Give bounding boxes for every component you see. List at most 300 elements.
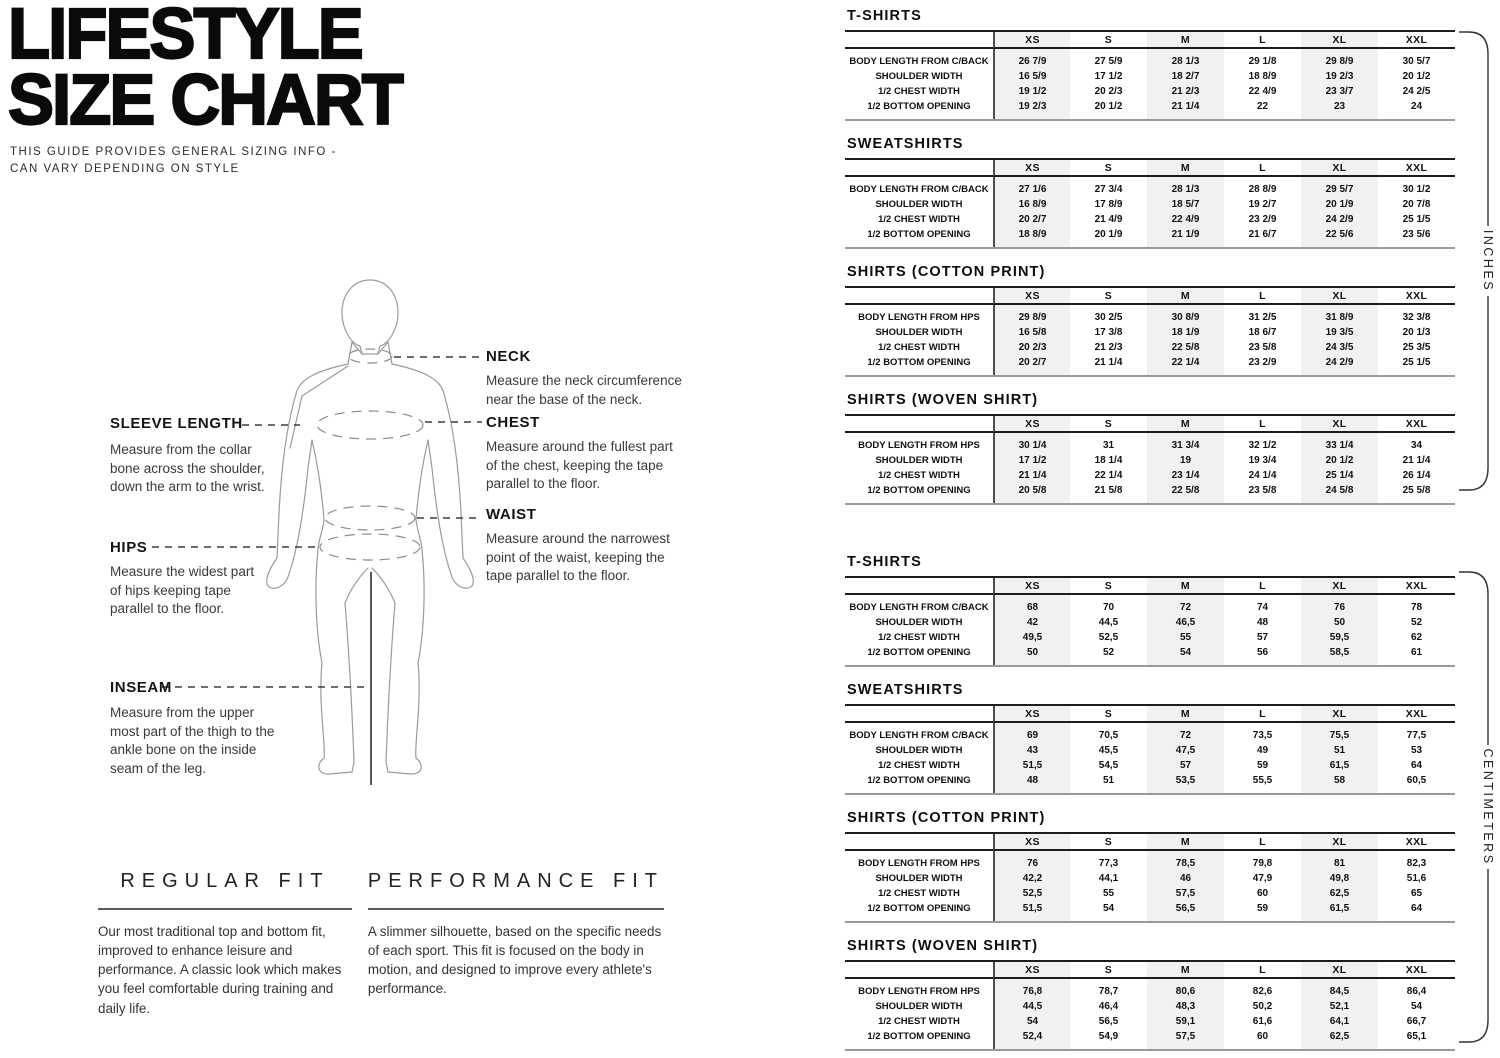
size-value: 25 5/8 [1402, 485, 1431, 496]
size-value: 23 1/4 [1147, 468, 1224, 483]
measurement-desc-sleeve: Measure from the collar bone across the shoulder, down the arm to the wrist. [110, 442, 265, 495]
page-subtitle [10, 144, 337, 179]
size-value: 30 1/4 [993, 433, 1070, 453]
size-value: 23 5/6 [1402, 229, 1431, 240]
head-outline [342, 280, 398, 354]
row-label: SHOULDER WIDTH [875, 617, 963, 628]
size-value: 19 3/5 [1301, 325, 1378, 340]
waist-ellipse [325, 506, 415, 530]
size-value: 58 [1301, 773, 1378, 793]
size-value: 42,2 [993, 871, 1070, 886]
performance-fit-divider [368, 908, 664, 910]
size-col-header: XS [993, 416, 1070, 433]
size-value: 20 2/3 [1094, 86, 1123, 97]
size-value: 22 [1256, 101, 1269, 112]
size-col-header: XS [993, 160, 1070, 177]
size-table [845, 960, 1455, 1051]
size-value: 43 [993, 743, 1070, 758]
performance-fit-block [368, 870, 664, 1018]
size-value: 24 2/9 [1301, 355, 1378, 375]
size-col-header: L [1224, 160, 1301, 177]
measurement-label-sleeve: SLEEVE LENGTH [110, 415, 243, 432]
row-label: SHOULDER WIDTH [875, 745, 963, 756]
row-label: BODY LENGTH FROM HPS [858, 858, 980, 869]
size-value: 57,5 [1147, 1029, 1224, 1049]
size-col-header: L [1224, 578, 1301, 595]
size-value: 45,5 [1098, 745, 1119, 756]
size-value: 21 4/9 [1094, 214, 1123, 225]
regular-fit-block [98, 870, 352, 1018]
size-value: 28 1/3 [1147, 49, 1224, 69]
size-value: 18 5/7 [1147, 197, 1224, 212]
size-value: 18 8/9 [1248, 71, 1277, 82]
size-value: 57 [1147, 758, 1224, 773]
size-value: 49,8 [1301, 871, 1378, 886]
size-value: 23 3/7 [1301, 84, 1378, 99]
size-value: 65,1 [1406, 1031, 1427, 1042]
size-col-header: L [1224, 834, 1301, 851]
inches-unit-label: INCHES [1481, 229, 1495, 293]
size-value: 31 [1102, 440, 1115, 451]
row-label: 1/2 BOTTOM OPENING [867, 647, 971, 658]
size-value: 24 2/5 [1402, 86, 1431, 97]
size-value: 26 1/4 [1402, 470, 1431, 481]
size-value: 20 1/3 [1402, 327, 1431, 338]
size-value: 26 7/9 [993, 49, 1070, 69]
size-value: 16 8/9 [993, 197, 1070, 212]
size-value: 21 1/9 [1147, 227, 1224, 247]
row-label: 1/2 BOTTOM OPENING [867, 101, 971, 112]
size-value: 64,1 [1301, 1014, 1378, 1029]
size-value: 21 2/3 [1147, 84, 1224, 99]
row-label: BODY LENGTH FROM HPS [858, 440, 980, 451]
size-value: 61,6 [1252, 1016, 1273, 1027]
size-col-header: XXL [1378, 416, 1455, 433]
size-value: 52,1 [1301, 999, 1378, 1014]
size-value: 60,5 [1406, 775, 1427, 786]
size-col-header: S [1070, 834, 1147, 851]
size-value: 19 2/7 [1248, 199, 1277, 210]
size-col-header: L [1224, 288, 1301, 305]
size-col-header: XL [1301, 578, 1378, 595]
row-label: 1/2 CHEST WIDTH [878, 214, 960, 225]
size-value: 84,5 [1301, 979, 1378, 999]
size-value: 60 [1256, 888, 1269, 899]
size-value: 47,9 [1252, 873, 1273, 884]
size-value: 17 1/2 [1094, 71, 1123, 82]
row-label: BODY LENGTH FROM HPS [858, 986, 980, 997]
size-value: 20 5/8 [993, 483, 1070, 503]
size-col-header: XS [993, 706, 1070, 723]
size-table [845, 414, 1455, 505]
size-col-header: XL [1301, 706, 1378, 723]
size-value: 20 1/2 [1402, 71, 1431, 82]
size-value: 51 [1102, 775, 1115, 786]
size-value: 29 8/9 [993, 305, 1070, 325]
size-value: 52 [1102, 647, 1115, 658]
size-value: 57 [1256, 632, 1269, 643]
row-label: 1/2 CHEST WIDTH [878, 342, 960, 353]
size-value: 20 1/9 [1094, 229, 1123, 240]
size-col-header: L [1224, 962, 1301, 979]
size-value: 20 2/3 [993, 340, 1070, 355]
size-value: 54 [1102, 903, 1115, 914]
size-table [845, 832, 1455, 923]
size-value: 76,8 [993, 979, 1070, 999]
size-value: 86,4 [1406, 986, 1427, 997]
size-value: 61,5 [1301, 901, 1378, 921]
size-col-header: S [1070, 32, 1147, 49]
size-value: 61,5 [1301, 758, 1378, 773]
table-corner [845, 706, 993, 723]
size-col-header: M [1147, 32, 1224, 49]
measurement-label-neck: NECK [486, 348, 531, 365]
size-value: 57,5 [1147, 886, 1224, 901]
size-value: 44,1 [1098, 873, 1119, 884]
size-value: 55 [1102, 888, 1115, 899]
size-value: 21 1/4 [993, 468, 1070, 483]
size-col-header: XS [993, 578, 1070, 595]
row-label: 1/2 CHEST WIDTH [878, 888, 960, 899]
hips-ellipse [320, 534, 420, 560]
size-value: 24 2/9 [1301, 212, 1378, 227]
table-title: SWEATSHIRTS [847, 682, 964, 698]
performance-fit-heading: PERFORMANCE FIT [367, 870, 664, 892]
row-label: 1/2 BOTTOM OPENING [867, 357, 971, 368]
size-col-header: XL [1301, 288, 1378, 305]
size-col-header: XL [1301, 834, 1378, 851]
size-value: 21 1/4 [1094, 357, 1123, 368]
size-value: 51 [1301, 743, 1378, 758]
size-col-header: M [1147, 416, 1224, 433]
performance-fit-desc: A slimmer silhouette, based on the specific needs of each sport. This fit is focused on the body in motion, and designed to improve every athlete's performance. [367, 924, 662, 997]
row-label: 1/2 BOTTOM OPENING [867, 229, 971, 240]
size-value: 30 8/9 [1147, 305, 1224, 325]
table-corner [845, 578, 993, 595]
size-value: 23 [1301, 99, 1378, 119]
size-value: 21 6/7 [1248, 229, 1277, 240]
size-col-header: XXL [1378, 706, 1455, 723]
size-value: 70 [1102, 602, 1115, 613]
size-value: 56,5 [1098, 1016, 1119, 1027]
size-value: 23 2/9 [1248, 357, 1277, 368]
measurement-desc-inseam: Measure from the upper most part of the thigh to the ankle bone on the inside seam of the leg. [110, 705, 275, 776]
size-value: 19 1/2 [993, 84, 1070, 99]
size-table [845, 30, 1455, 121]
size-value: 30 2/5 [1094, 312, 1123, 323]
size-value: 46 [1147, 871, 1224, 886]
size-table [845, 704, 1455, 795]
size-value: 22 4/9 [1248, 86, 1277, 97]
page-subtitle-line1: THIS GUIDE PROVIDES GENERAL SIZING INFO - [10, 146, 337, 158]
size-col-header: XL [1301, 160, 1378, 177]
size-value: 78 [1410, 602, 1423, 613]
size-value: 17 1/2 [993, 453, 1070, 468]
regular-fit-divider [98, 908, 352, 910]
row-label: BODY LENGTH FROM HPS [858, 312, 980, 323]
size-value: 48 [1256, 617, 1269, 628]
size-value: 64 [1410, 760, 1423, 771]
size-value: 51,5 [993, 901, 1070, 921]
size-value: 24 3/5 [1301, 340, 1378, 355]
size-value: 51,5 [993, 758, 1070, 773]
size-value: 18 8/9 [993, 227, 1070, 247]
size-value: 17 3/8 [1094, 327, 1123, 338]
row-label: SHOULDER WIDTH [875, 327, 963, 338]
size-value: 76 [993, 851, 1070, 871]
measurement-desc-hips: Measure the widest part of hips keeping tape parallel to the floor. [110, 564, 255, 617]
page-title [8, 0, 402, 141]
size-value: 48 [993, 773, 1070, 793]
size-value: 44,5 [1098, 617, 1119, 628]
size-value: 20 1/2 [1301, 453, 1378, 468]
size-value: 16 5/8 [993, 325, 1070, 340]
size-col-header: S [1070, 706, 1147, 723]
size-value: 23 2/9 [1248, 214, 1277, 225]
size-value: 21 1/4 [1147, 99, 1224, 119]
size-col-header: S [1070, 578, 1147, 595]
size-col-header: M [1147, 834, 1224, 851]
sleeve-measure-line [290, 366, 348, 448]
size-col-header: XS [993, 962, 1070, 979]
row-label: 1/2 CHEST WIDTH [878, 470, 960, 481]
size-value: 28 1/3 [1147, 177, 1224, 197]
size-value: 32 3/8 [1402, 312, 1431, 323]
size-value: 22 1/4 [1094, 470, 1123, 481]
measurement-desc-neck: Measure the neck circumference near the base of the neck. [486, 373, 682, 407]
measurement-desc-waist: Measure around the narrowest point of the waist, keeping the tape parallel to the floor. [486, 531, 670, 584]
size-value: 22 5/8 [1147, 483, 1224, 503]
size-value: 25 1/4 [1301, 468, 1378, 483]
size-value: 80,6 [1147, 979, 1224, 999]
size-col-header: L [1224, 416, 1301, 433]
row-label: 1/2 BOTTOM OPENING [867, 1031, 971, 1042]
centimeters-unit-label: CENTIMETERS [1481, 748, 1495, 866]
size-value: 42 [993, 615, 1070, 630]
size-col-header: XS [993, 834, 1070, 851]
size-value: 62,5 [1301, 1029, 1378, 1049]
size-value: 16 5/9 [993, 69, 1070, 84]
size-value: 56,5 [1147, 901, 1224, 921]
size-value: 22 4/9 [1147, 212, 1224, 227]
size-value: 32 1/2 [1248, 440, 1277, 451]
size-value: 81 [1301, 851, 1378, 871]
size-value: 49 [1256, 745, 1269, 756]
row-label: BODY LENGTH FROM C/BACK [849, 730, 989, 741]
size-value: 30 1/2 [1402, 184, 1431, 195]
size-table [845, 158, 1455, 249]
size-col-header: M [1147, 160, 1224, 177]
row-label: 1/2 BOTTOM OPENING [867, 903, 971, 914]
size-value: 25 1/5 [1402, 214, 1431, 225]
size-value: 50 [993, 645, 1070, 665]
size-value: 50 [1301, 615, 1378, 630]
row-label: 1/2 BOTTOM OPENING [867, 485, 971, 496]
size-value: 82,3 [1406, 858, 1427, 869]
size-value: 22 5/6 [1301, 227, 1378, 247]
size-value: 29 8/9 [1301, 49, 1378, 69]
size-value: 54 [993, 1014, 1070, 1029]
measurement-label-inseam: INSEAM [110, 679, 172, 696]
size-value: 30 5/7 [1402, 56, 1431, 67]
size-col-header: XXL [1378, 32, 1455, 49]
size-value: 18 6/7 [1248, 327, 1277, 338]
size-value: 23 5/8 [1248, 485, 1277, 496]
size-value: 59,5 [1301, 630, 1378, 645]
size-col-header: XXL [1378, 834, 1455, 851]
size-value: 52 [1410, 617, 1423, 628]
row-label: 1/2 CHEST WIDTH [878, 86, 960, 97]
size-value: 72 [1147, 723, 1224, 743]
size-value: 22 1/4 [1147, 355, 1224, 375]
size-value: 52,5 [1098, 632, 1119, 643]
table-corner [845, 962, 993, 979]
size-value: 75,5 [1301, 723, 1378, 743]
size-value: 31 3/4 [1147, 433, 1224, 453]
row-label: SHOULDER WIDTH [875, 71, 963, 82]
table-title: SWEATSHIRTS [847, 136, 964, 152]
table-corner [845, 416, 993, 433]
size-value: 59 [1256, 903, 1269, 914]
size-value: 18 2/7 [1147, 69, 1224, 84]
size-value: 58,5 [1301, 645, 1378, 665]
size-value: 53,5 [1147, 773, 1224, 793]
size-col-header: M [1147, 288, 1224, 305]
size-value: 33 1/4 [1301, 433, 1378, 453]
size-value: 78,5 [1147, 851, 1224, 871]
size-value: 77,3 [1098, 858, 1119, 869]
size-value: 25 3/5 [1402, 342, 1431, 353]
size-table [845, 286, 1455, 377]
measurement-desc-chest: Measure around the fullest part of the chest, keeping the tape parallel to the floor. [486, 439, 673, 492]
size-value: 18 1/4 [1094, 455, 1123, 466]
size-value: 19 [1147, 453, 1224, 468]
size-col-header: S [1070, 288, 1147, 305]
size-table [845, 576, 1455, 667]
table-corner [845, 160, 993, 177]
size-value: 27 1/6 [993, 177, 1070, 197]
table-title: SHIRTS (COTTON PRINT) [847, 264, 1046, 280]
row-label: 1/2 BOTTOM OPENING [867, 775, 971, 786]
chest-ellipse [317, 411, 423, 439]
size-col-header: XL [1301, 416, 1378, 433]
size-value: 62 [1410, 632, 1423, 643]
size-value: 72 [1147, 595, 1224, 615]
size-value: 55 [1147, 630, 1224, 645]
size-value: 59 [1256, 760, 1269, 771]
size-value: 46,4 [1098, 1001, 1119, 1012]
size-value: 31 2/5 [1248, 312, 1277, 323]
size-col-header: S [1070, 416, 1147, 433]
size-value: 20 1/2 [1094, 101, 1123, 112]
size-value: 51,6 [1406, 873, 1427, 884]
size-value: 27 3/4 [1094, 184, 1123, 195]
size-value: 73,5 [1252, 730, 1273, 741]
table-title: SHIRTS (WOVEN SHIRT) [847, 938, 1039, 954]
size-value: 19 2/3 [1301, 69, 1378, 84]
size-value: 82,6 [1252, 986, 1273, 997]
centimeters-bracket [1457, 568, 1500, 1046]
size-col-header: L [1224, 32, 1301, 49]
measurement-label-hips: HIPS [110, 539, 148, 556]
size-value: 54 [1410, 1001, 1423, 1012]
row-label: SHOULDER WIDTH [875, 873, 963, 884]
size-value: 62,5 [1301, 886, 1378, 901]
size-col-header: XL [1301, 962, 1378, 979]
size-value: 54,5 [1098, 760, 1119, 771]
size-col-header: XXL [1378, 578, 1455, 595]
size-value: 53 [1410, 745, 1423, 756]
size-value: 52,5 [993, 886, 1070, 901]
size-value: 48,3 [1147, 999, 1224, 1014]
size-value: 76 [1301, 595, 1378, 615]
size-value: 47,5 [1147, 743, 1224, 758]
inches-table-group [845, 8, 1500, 505]
regular-fit-heading: REGULAR FIT [120, 870, 330, 892]
size-value: 20 2/7 [993, 355, 1070, 375]
size-col-header: M [1147, 706, 1224, 723]
row-label: BODY LENGTH FROM C/BACK [849, 56, 989, 67]
measurement-label-waist: WAIST [486, 506, 537, 523]
size-col-header: XL [1301, 32, 1378, 49]
centimeters-tables [845, 554, 1455, 1051]
size-value: 29 1/8 [1248, 56, 1277, 67]
size-value: 24 1/4 [1248, 470, 1277, 481]
size-value: 68 [993, 595, 1070, 615]
size-value: 20 7/8 [1402, 199, 1431, 210]
size-value: 34 [1410, 440, 1423, 451]
size-value: 44,5 [993, 999, 1070, 1014]
size-value: 21 2/3 [1094, 342, 1123, 353]
size-value: 79,8 [1252, 858, 1273, 869]
size-value: 77,5 [1406, 730, 1427, 741]
size-col-header: M [1147, 578, 1224, 595]
size-value: 59,1 [1147, 1014, 1224, 1029]
size-value: 31 8/9 [1301, 305, 1378, 325]
size-col-header: S [1070, 160, 1147, 177]
table-corner [845, 288, 993, 305]
neck-ellipse [348, 349, 392, 363]
row-label: SHOULDER WIDTH [875, 1001, 963, 1012]
size-value: 70,5 [1098, 730, 1119, 741]
size-value: 29 5/7 [1301, 177, 1378, 197]
row-label: BODY LENGTH FROM C/BACK [849, 602, 989, 613]
size-value: 27 5/9 [1094, 56, 1123, 67]
size-value: 21 1/4 [1402, 455, 1431, 466]
size-value: 61 [1410, 647, 1423, 658]
size-value: 49,5 [993, 630, 1070, 645]
size-value: 18 1/9 [1147, 325, 1224, 340]
row-label: BODY LENGTH FROM C/BACK [849, 184, 989, 195]
size-value: 24 5/8 [1301, 483, 1378, 503]
size-col-header: XS [993, 288, 1070, 305]
size-value: 24 [1410, 101, 1423, 112]
size-value: 19 2/3 [993, 99, 1070, 119]
inches-bracket [1457, 28, 1500, 494]
table-title: T-SHIRTS [847, 554, 922, 570]
table-corner [845, 32, 993, 49]
size-value: 52,4 [993, 1029, 1070, 1049]
size-value: 69 [993, 723, 1070, 743]
size-value: 46,5 [1147, 615, 1224, 630]
size-value: 21 5/8 [1094, 485, 1123, 496]
size-col-header: XXL [1378, 288, 1455, 305]
size-value: 74 [1256, 602, 1269, 613]
table-title: SHIRTS (COTTON PRINT) [847, 810, 1046, 826]
page-title-line1: LIFESTYLE [8, 0, 362, 74]
size-value: 54,9 [1098, 1031, 1119, 1042]
inches-tables [845, 8, 1455, 505]
